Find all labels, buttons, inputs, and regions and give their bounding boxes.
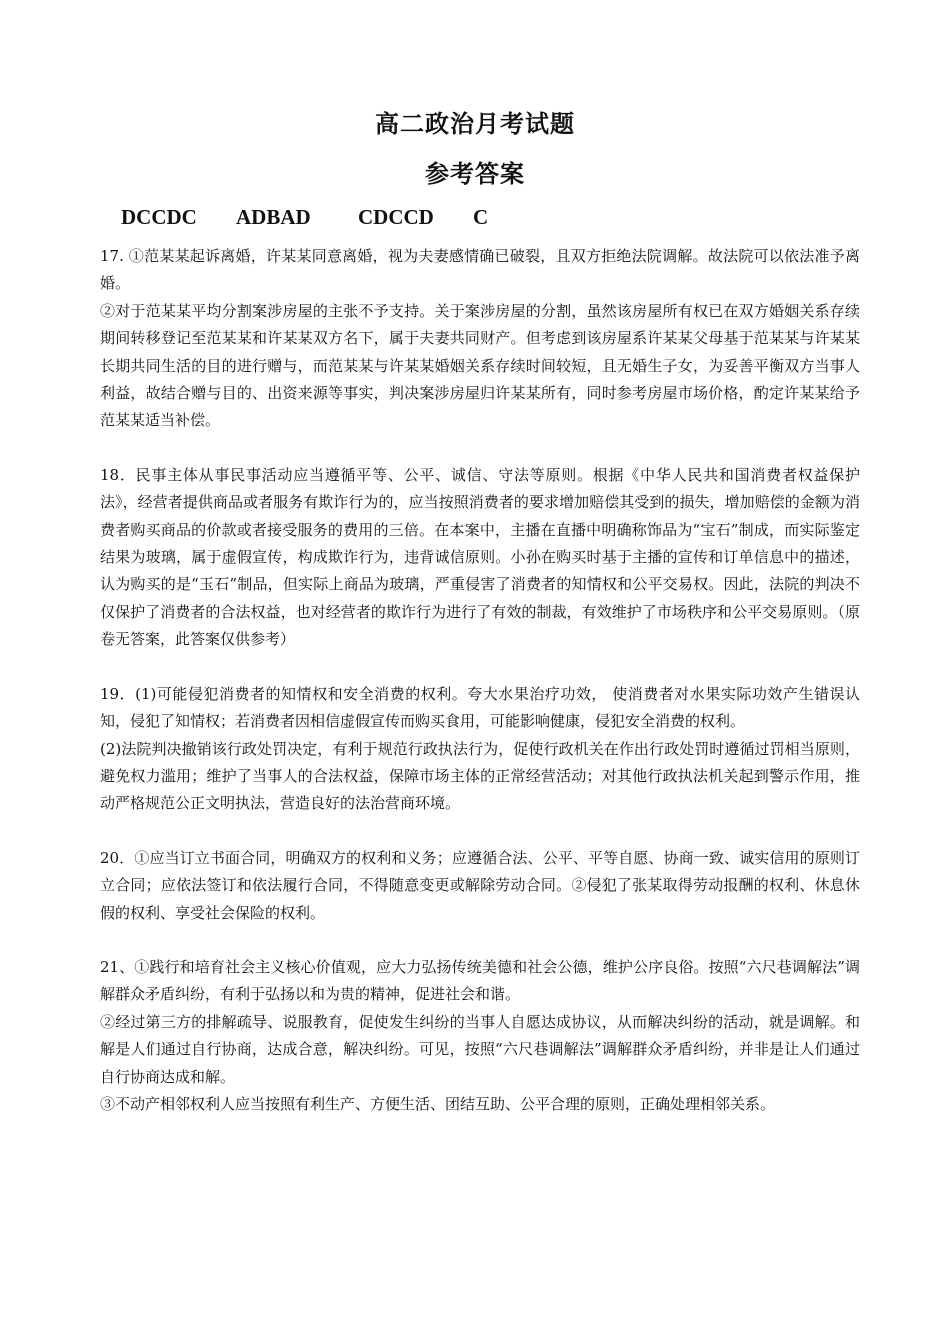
page-subtitle: 参考答案 — [425, 159, 525, 188]
choice-group-3: CDCCD — [358, 205, 434, 229]
answer-20 — [100, 845, 860, 927]
answer-18-text: 18．民事主体从事民事活动应当遵循平等、公平、诚信、守法等原则。根据《中华人民共和国消费者权益保护法》，经营者提供商品或者服务有欺诈行为的，应当按照消费者的要求增加赔偿其受到的损失，增加赔偿的金额为消费者购买商品的价款或者接受服务的费用的三倍。在本案中，主播在直播中明确称饰品为“宝石”制成，而实际鉴定结果为玻璃，属于虚假宣传，构成欺诈行为，违背诚信原则。小孙在购买时基于主播的宣传和订单信息中的描述，认为购买的是“玉石”制品，但实际上商品为玻璃，严重侵害了消费者的知情权和公平交易权。因此，法院的判决不仅保护了消费者的合法权益，也对经营者的欺诈行为进行了有效的制裁，有效维护了市场秩序和公平交易原则。（原卷无答案，此答案仅供参考） — [100, 465, 860, 649]
answer-17-part-2: ②对于范某某平均分割案涉房屋的主张不予支持。关于案涉房屋的分割，虽然该房屋所有权已在双方婚姻关系存续期间转移登记至范某某和许某某双方名下，属于夫妻共同财产。但考虑到该房屋系许某某父母基于范某某与许某某长期共同生活的目的进行赠与，而范某某与许某某婚姻关系存续时间较短，且无婚生子女，为妥善平衡双方当事人利益，故结合赠与目的、出资来源等事实，判决案涉房屋归许某某所有，同时参考房屋市场价格，酌定许某某给予范某某适当补偿。 — [100, 301, 860, 430]
answer-20-text: 20．①应当订立书面合同，明确双方的权利和义务；应遵循合法、公平、平等自愿、协商一致、诚实信用的原则订立合同；应依法签订和依法履行合同，不得随意变更或解除劳动合同。②侵犯了张某取得劳动报酬的权利、休息休假的权利、享受社会保险的权利。 — [100, 848, 860, 922]
page-title: 高二政治月考试题 — [375, 109, 575, 138]
choice-group-2: ADBAD — [236, 205, 311, 229]
answer-18 — [100, 462, 860, 654]
answer-21 — [100, 954, 860, 1118]
answer-19 — [100, 681, 860, 818]
answer-21-part-2: ②经过第三方的排解疏导、说服教育，促使发生纠纷的当事人自愿达成协议，从而解决纠纷的活动，就是调解。和解是人们通过自行协商，达成合意，解决纠纷。可见，按照“六尺巷调解法”调解群众矛盾纠纷，并非是让人们通过自行协商达成和解。 — [100, 1012, 860, 1086]
answer-17-part-1: 17. ①范某某起诉离婚，许某某同意离婚，视为夫妻感情确已破裂，且双方拒绝法院调解。故法院可以依法准予离婚。 — [100, 247, 860, 293]
answer-19-part-1: 19．(1)可能侵犯消费者的知情权和安全消费的权利。夸大水果治疗功效， 使消费者对水果实际功效产生错误认知，侵犯了知情权；若消费者因相信虚假宣传而购买食用，可能影响健康，侵犯安全消费的权利。 — [100, 684, 860, 731]
answer-17 — [100, 243, 860, 435]
answer-19-part-2: (2)法院判决撤销该行政处罚决定，有利于规范行政执法行为，促使行政机关在作出行政处罚时遵循过罚相当原则，避免权力滥用；维护了当事人的合法权益，保障市场主体的正常经营活动；对其他行政执法机关起到警示作用，推动严格规范公正文明执法，营造良好的法治营商环境。 — [100, 739, 860, 813]
choice-group-4: C — [473, 205, 489, 229]
choice-group-1: DCCDC — [121, 205, 197, 229]
subjective-answers — [100, 243, 860, 1145]
answer-21-part-1: 21、①践行和培育社会主义核心价值观，应大力弘扬传统美德和社会公德，维护公序良俗。按照“六尺巷调解法”调解群众矛盾纠纷，有利于弘扬以和为贵的精神，促进社会和谐。 — [100, 957, 860, 1004]
answer-21-part-3: ③不动产相邻权利人应当按照有利生产、方便生活、团结互助、公平合理的原则，正确处理相邻关系。 — [100, 1094, 776, 1113]
